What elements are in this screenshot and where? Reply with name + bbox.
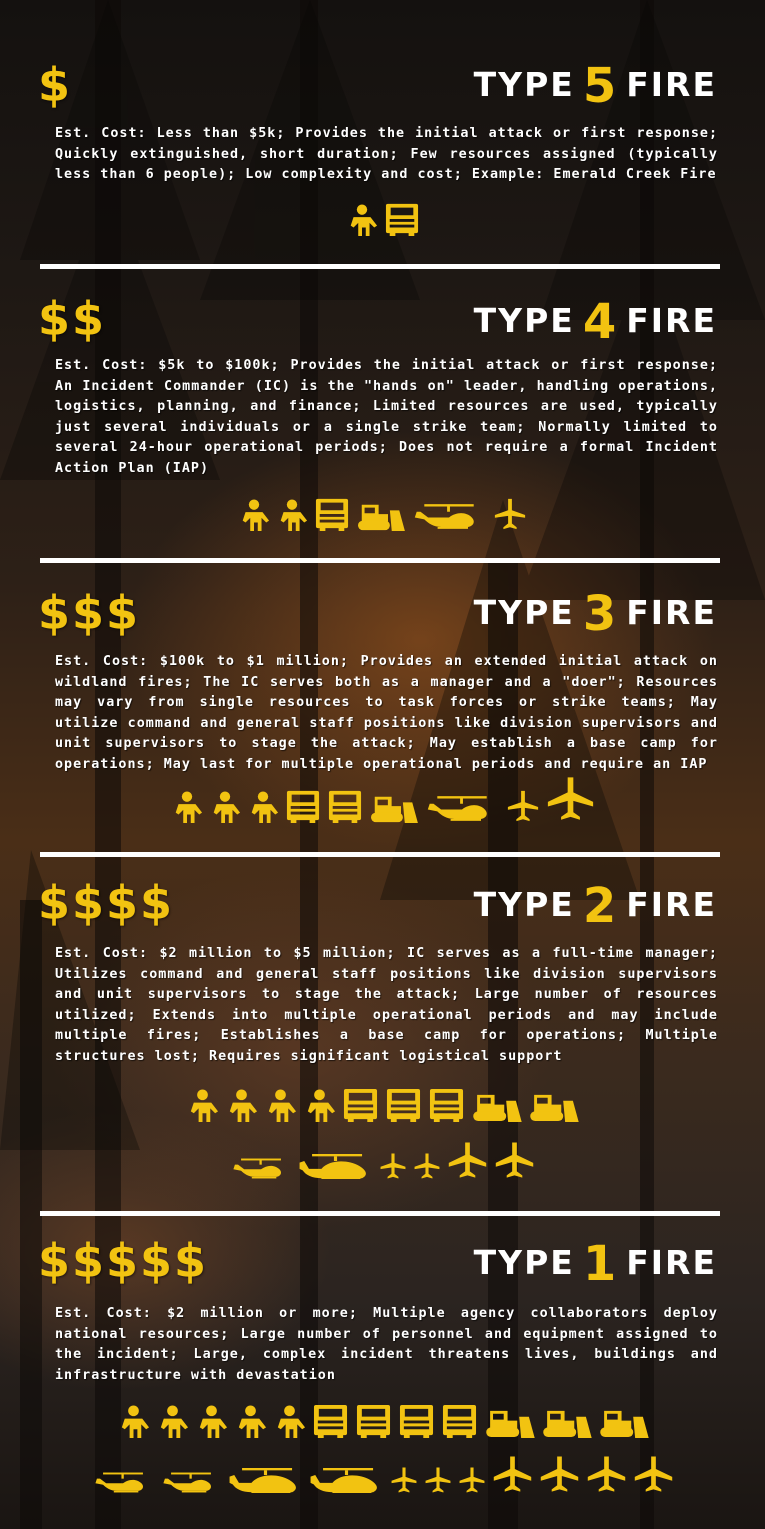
person-icon [234,1405,267,1438]
bulldozer-icon [369,793,418,823]
person-icon [117,1405,150,1438]
person-icon [238,499,270,531]
type-number: 3 [582,586,619,642]
person-icon [171,791,203,823]
section-divider [40,264,720,269]
large-plane-icon [633,1455,674,1494]
fire-engine-icon [441,1403,478,1438]
fire-description: Est. Cost: Less than $5k; Provides the initial attack or first response; Quickly extinguished, short duration; Few resources assigned (typically less than 6 people); Low complexity and cost; Example: Emerald Creek Fire [55,126,718,183]
type-number: 5 [582,58,619,114]
resource-icons-ground [0,1080,765,1122]
type-number: 1 [582,1236,619,1292]
bulldozer-icon [356,501,405,531]
fire-label: FIRE [626,1243,717,1282]
person-icon [247,791,279,823]
person-icon [209,791,241,823]
fire-engine-icon [314,497,350,531]
person-icon [276,499,308,531]
bulldozer-icon [484,1407,535,1438]
resource-icons-air [0,1132,765,1180]
type-label: TYPE [473,301,575,340]
large-plane-icon [447,1141,488,1180]
resource-icons-air [0,1444,765,1494]
large-plane-icon [492,1455,533,1494]
resource-icons [0,198,765,236]
small-plane-icon [413,1152,441,1180]
helicopter-icon [411,502,487,531]
fire-engine-icon [285,789,321,823]
fire-type-heading [473,58,717,114]
fire-engine-icon [312,1403,349,1438]
fire-description: Est. Cost: $100k to $1 million; Provides an extended initial attack on wildland fires; The IC serves both as a manager and a "doer"; Resources may vary from single resources to task forces or strike teams; May utilize command and general staff positions like division supervisors and unit supervisors to stage the attack; May establish a base camp for operations; May last for multiple operational periods and require an IAP [55,654,718,772]
cost-dollar-signs: $$$$ [38,876,175,930]
fire-engine-icon [384,202,420,236]
type-label: TYPE [473,65,575,104]
fire-description: Est. Cost: $2 million or more; Multiple agency collaborators deploy national resources; Large number of personnel and equipment assigned to the incident; Large, complex incident threatens lives, buildings and infrastructure with devastation [55,1306,718,1383]
cost-dollar-signs: $ [38,58,73,112]
fire-engine-icon [342,1087,379,1122]
cost-dollar-signs: $$$ [38,586,141,640]
type-number: 4 [582,294,619,350]
type-label: TYPE [473,593,575,632]
section-divider [40,1211,720,1216]
person-icon [346,204,378,236]
large-plane-icon [586,1455,627,1494]
person-icon [156,1405,189,1438]
type-number: 2 [582,878,619,934]
large-helicopter-icon [298,1153,373,1180]
small-plane-icon [506,789,540,823]
fire-label: FIRE [626,593,717,632]
large-plane-icon [539,1455,580,1494]
fire-engine-icon [327,789,363,823]
large-plane-icon [494,1141,535,1180]
person-icon [273,1405,306,1438]
bulldozer-icon [471,1091,522,1122]
resource-icons [0,781,765,823]
person-icon [303,1089,336,1122]
fire-type-heading [473,586,717,642]
cost-dollar-signs: $$$$$ [38,1234,209,1288]
section-divider [40,558,720,563]
large-helicopter-icon [309,1467,384,1494]
small-plane-icon [390,1466,418,1494]
type-label: TYPE [473,1243,575,1282]
fire-type-heading [473,878,717,934]
person-icon [225,1089,258,1122]
fire-type-heading [473,294,717,350]
helicopter-icon [160,1471,222,1494]
small-plane-icon [458,1466,486,1494]
large-plane-icon [546,775,595,823]
type-label: TYPE [473,885,575,924]
helicopter-icon [424,794,500,823]
fire-engine-icon [398,1403,435,1438]
fire-engine-icon [428,1087,465,1122]
bulldozer-icon [541,1407,592,1438]
fire-label: FIRE [626,301,717,340]
fire-description: Est. Cost: $5k to $100k; Provides the initial attack or first response; An Incident Commander (IC) is the "hands on" leader, handling operations, logistics, planning, and finance; Limited resources are used, typically just several individuals or a single strike team; Normally limited to several 24-hour operational periods; Does not require a formal Incident Action Plan (IAP) [55,358,718,476]
section-divider [40,852,720,857]
fire-engine-icon [385,1087,422,1122]
fire-description: Est. Cost: $2 million to $5 million; IC serves as a full-time manager; Utilizes command and general staff positions like division supervisors and unit supervisors to stage the attack; Large number of resources utilized; Extends into multiple operational periods and may include multiple fires; Establishes a base camp for operations; Multiple structures lost; Requires significant logistical support [55,946,718,1064]
small-plane-icon [379,1152,407,1180]
person-icon [264,1089,297,1122]
fire-engine-icon [355,1403,392,1438]
fire-label: FIRE [626,65,717,104]
person-icon [195,1405,228,1438]
resource-icons [0,491,765,531]
small-plane-icon [493,497,527,531]
person-icon [186,1089,219,1122]
small-plane-icon [424,1466,452,1494]
fire-type-heading [473,1236,717,1292]
resource-icons-ground [0,1394,765,1438]
fire-label: FIRE [626,885,717,924]
helicopter-icon [230,1157,292,1180]
cost-dollar-signs: $$ [38,292,107,346]
bulldozer-icon [598,1407,649,1438]
helicopter-icon [92,1471,154,1494]
bulldozer-icon [528,1091,579,1122]
large-helicopter-icon [228,1467,303,1494]
